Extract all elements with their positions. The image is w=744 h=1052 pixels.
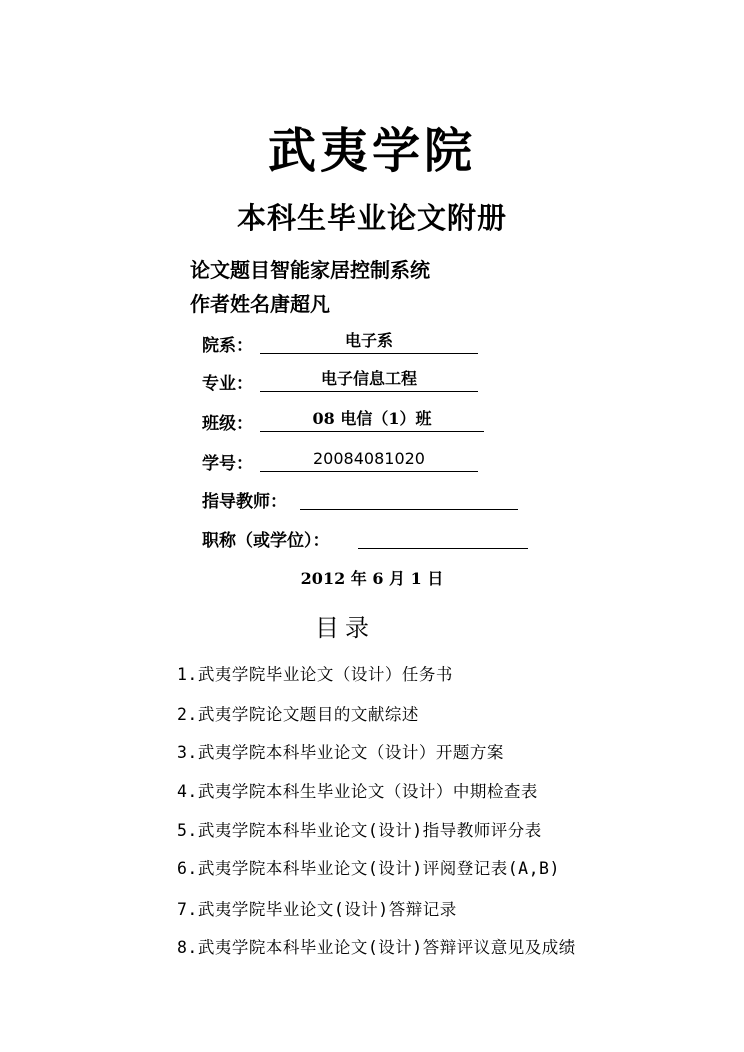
author-value: 唐超凡 <box>270 292 330 316</box>
toc-item: 8.武夷学院本科毕业论文(设计)答辩评议意见及成绩 <box>177 938 576 957</box>
advisor-title-value <box>358 526 528 549</box>
toc-item: 4.武夷学院本科生毕业论文（设计）中期检查表 <box>177 782 538 801</box>
student-id-label: 学号： <box>202 454 253 474</box>
advisor-value <box>300 487 518 510</box>
major-label: 专业： <box>202 374 253 394</box>
toc-item: 7.武夷学院毕业论文(设计)答辩记录 <box>177 900 457 919</box>
author-line <box>190 288 330 317</box>
class-value: 08 电信（1）班 <box>260 409 484 432</box>
date: 2012 年 6 月 1 日 <box>300 569 444 588</box>
department-label: 院系： <box>202 336 253 356</box>
thesis-title-label: 论文题目 <box>190 258 270 282</box>
thesis-title-value: 智能家居控制系统 <box>270 258 430 282</box>
author-label: 作者姓名 <box>190 292 270 316</box>
toc-item: 1.武夷学院毕业论文（设计）任务书 <box>177 665 453 684</box>
department-value: 电子系 <box>260 331 478 354</box>
toc-item: 2.武夷学院论文题目的文献综述 <box>177 705 419 724</box>
toc-item: 5.武夷学院本科毕业论文(设计)指导教师评分表 <box>177 821 542 840</box>
advisor-label: 指导教师： <box>202 492 287 512</box>
thesis-title-line <box>190 254 430 283</box>
school-name: 武夷学院 <box>267 123 476 179</box>
toc-item: 6.武夷学院本科毕业论文(设计)评阅登记表(A,B) <box>177 859 560 878</box>
student-id-value: 20084081020 <box>260 449 478 472</box>
class-label: 班级： <box>202 414 253 434</box>
advisor-title-label: 职称（或学位）： <box>202 531 330 551</box>
document-subtitle: 本科生毕业论文附册 <box>236 201 507 235</box>
major-value: 电子信息工程 <box>260 369 478 392</box>
toc-title: 目录 <box>315 614 375 642</box>
toc-item: 3.武夷学院本科毕业论文（设计）开题方案 <box>177 743 504 762</box>
